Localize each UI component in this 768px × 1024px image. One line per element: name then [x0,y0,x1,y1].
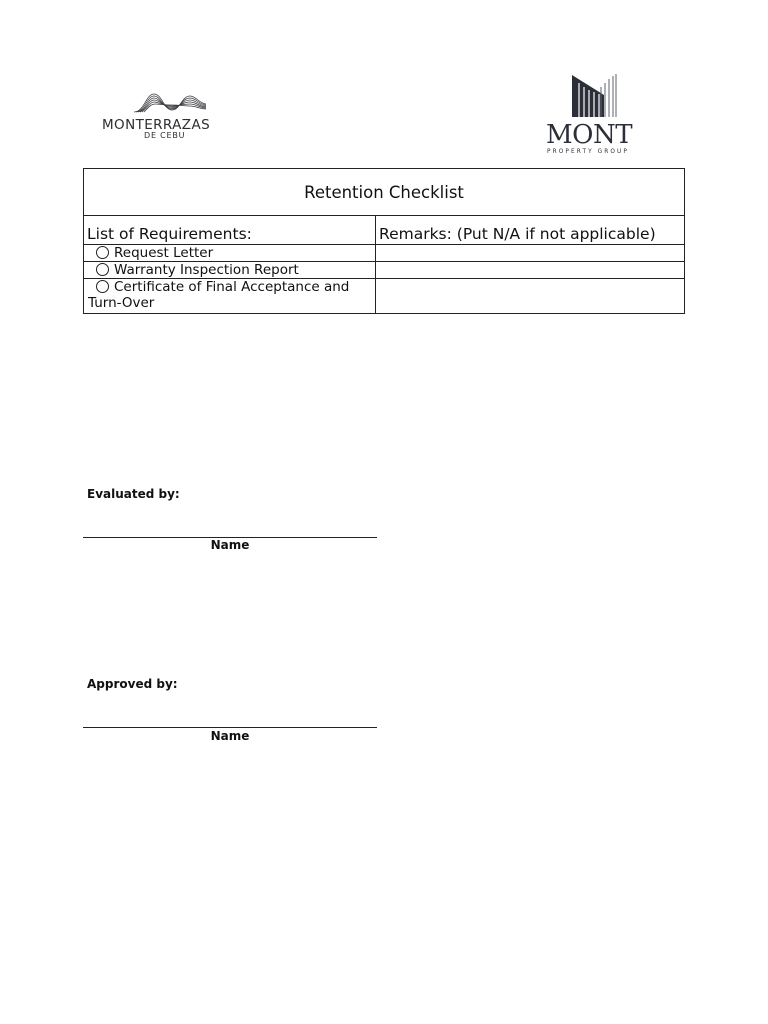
item-label: Certificate of Final Acceptance and Turn-Over [88,279,350,311]
approved-signature-line[interactable] [83,727,377,728]
approved-by-label: Approved by: [87,677,178,691]
checklist-item-request-letter [84,245,684,262]
requirements-header: List of Requirements: [84,216,376,244]
checklist-item-final-acceptance [84,279,684,313]
monterrazas-sub: DE CEBU [144,131,186,140]
remarks-header: Remarks: (Put N/A if not applicable) [379,225,656,243]
checklist-item-warranty-report [84,262,684,279]
mont-name: MONT [546,120,633,150]
retention-checklist-table [83,168,685,314]
mont-sub: PROPERTY GROUP [547,149,629,155]
radio-button[interactable] [96,246,109,259]
monterrazas-logo [100,88,245,146]
building-mark-icon [570,73,618,119]
remarks-cell[interactable] [376,262,684,278]
item-label: Request Letter [114,245,214,261]
radio-button[interactable] [96,263,109,276]
evaluated-by-label: Evaluated by: [87,487,180,501]
item-label: Warranty Inspection Report [114,262,299,278]
checklist-title: Retention Checklist [84,169,684,216]
evaluated-name-caption: Name [210,538,250,552]
remarks-cell[interactable] [376,245,684,261]
checklist-header-row [84,216,684,245]
wave-mark-icon [134,90,206,114]
remarks-cell[interactable] [376,279,684,313]
mont-logo [540,70,650,160]
approved-name-caption: Name [210,729,250,743]
radio-button[interactable] [96,280,109,293]
monterrazas-name: MONTERRAZAS [102,117,211,133]
